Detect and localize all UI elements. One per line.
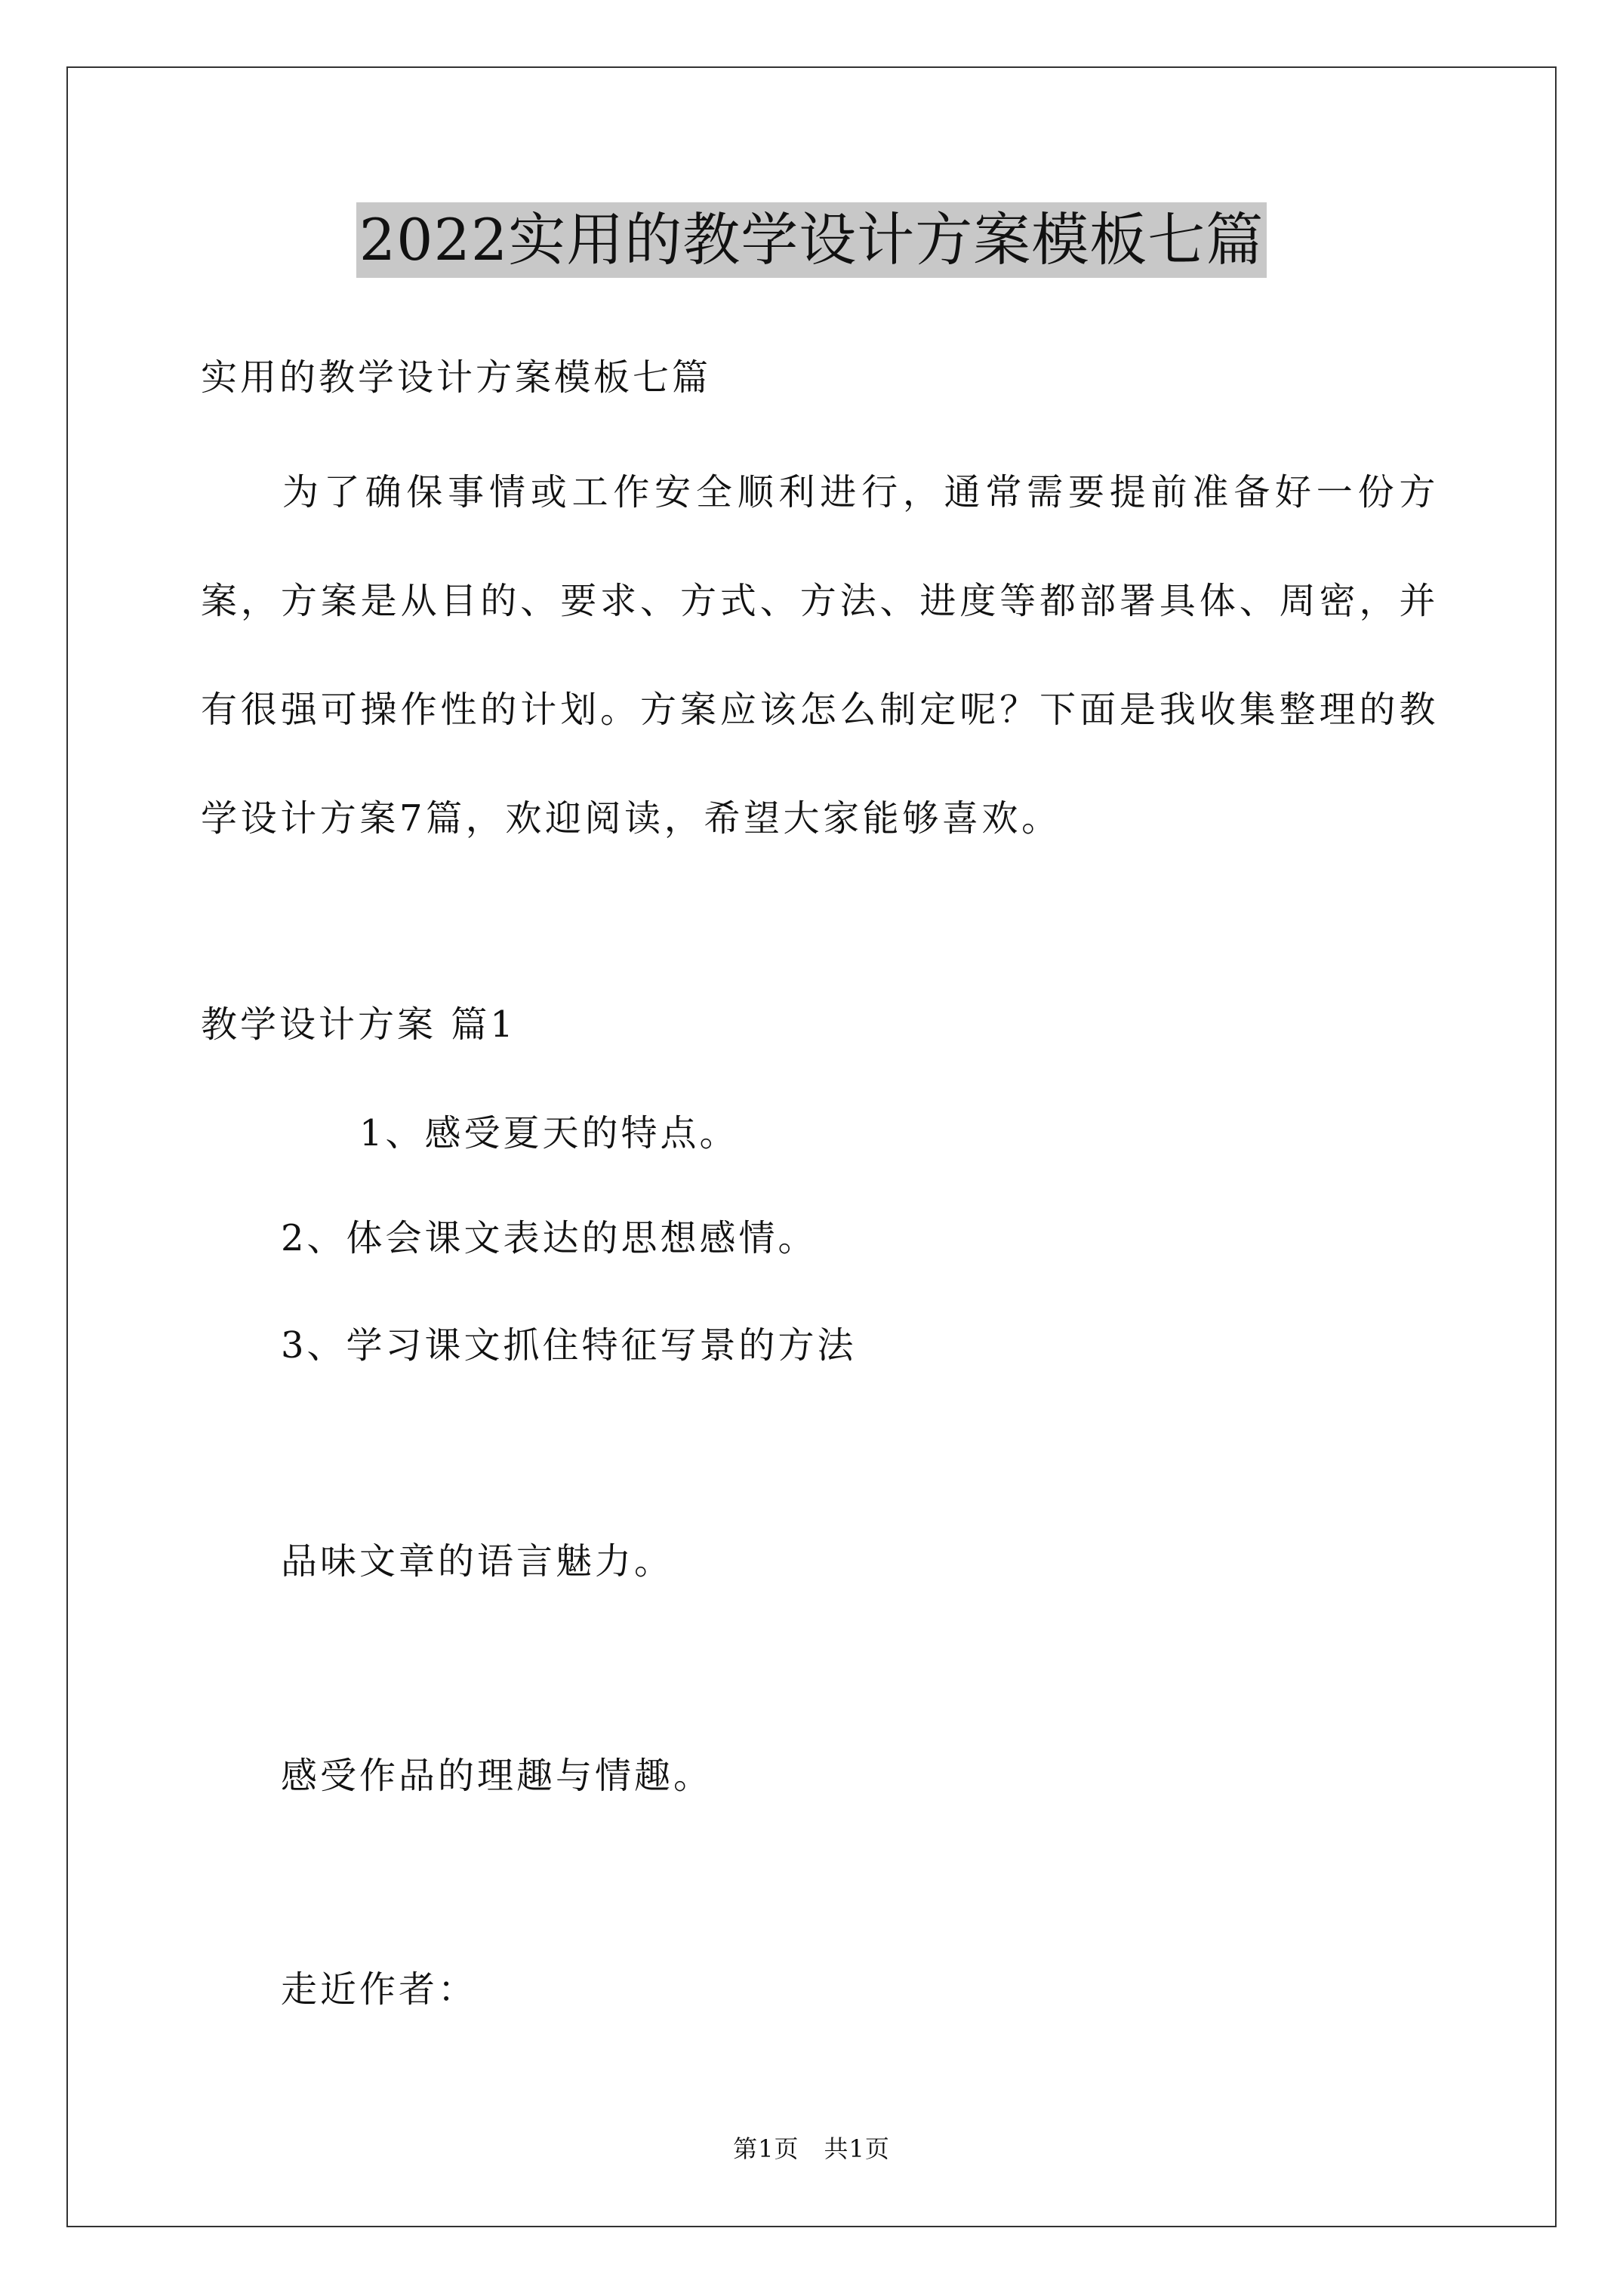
document-title: 2022实用的教学设计方案模板七篇 [356, 202, 1267, 278]
list-item-3: 3、学习课文抓住特征写景的方法 [281, 1324, 857, 1367]
list-item-1: 1、感受夏天的特点。 [359, 1112, 739, 1154]
title-container [0, 202, 1623, 278]
list-item-2: 2、体会课文表达的思想感情。 [281, 1217, 818, 1259]
section-heading: 教学设计方案 篇1 [201, 1003, 516, 1046]
body-line-language: 品味文章的语言魅力。 [281, 1540, 674, 1583]
page-footer: 第1页 共1页 [733, 2134, 890, 2163]
document-subtitle: 实用的教学设计方案模板七篇 [201, 356, 712, 399]
body-line-interest: 感受作品的理趣与情趣。 [281, 1755, 713, 1797]
body-line-author: 走近作者： [281, 1968, 478, 2011]
intro-paragraph: 为了确保事情或工作安全顺利进行，通常需要提前准备好一份方案，方案是从目的、要求、方式、方法、进度等都部署具体、周密，并有很强可操作性的计划。方案应该怎么制定呢？下面是我收集整理的教学设计方案7篇，欢迎阅读，希望大家能够喜欢。 [201, 471, 1439, 840]
